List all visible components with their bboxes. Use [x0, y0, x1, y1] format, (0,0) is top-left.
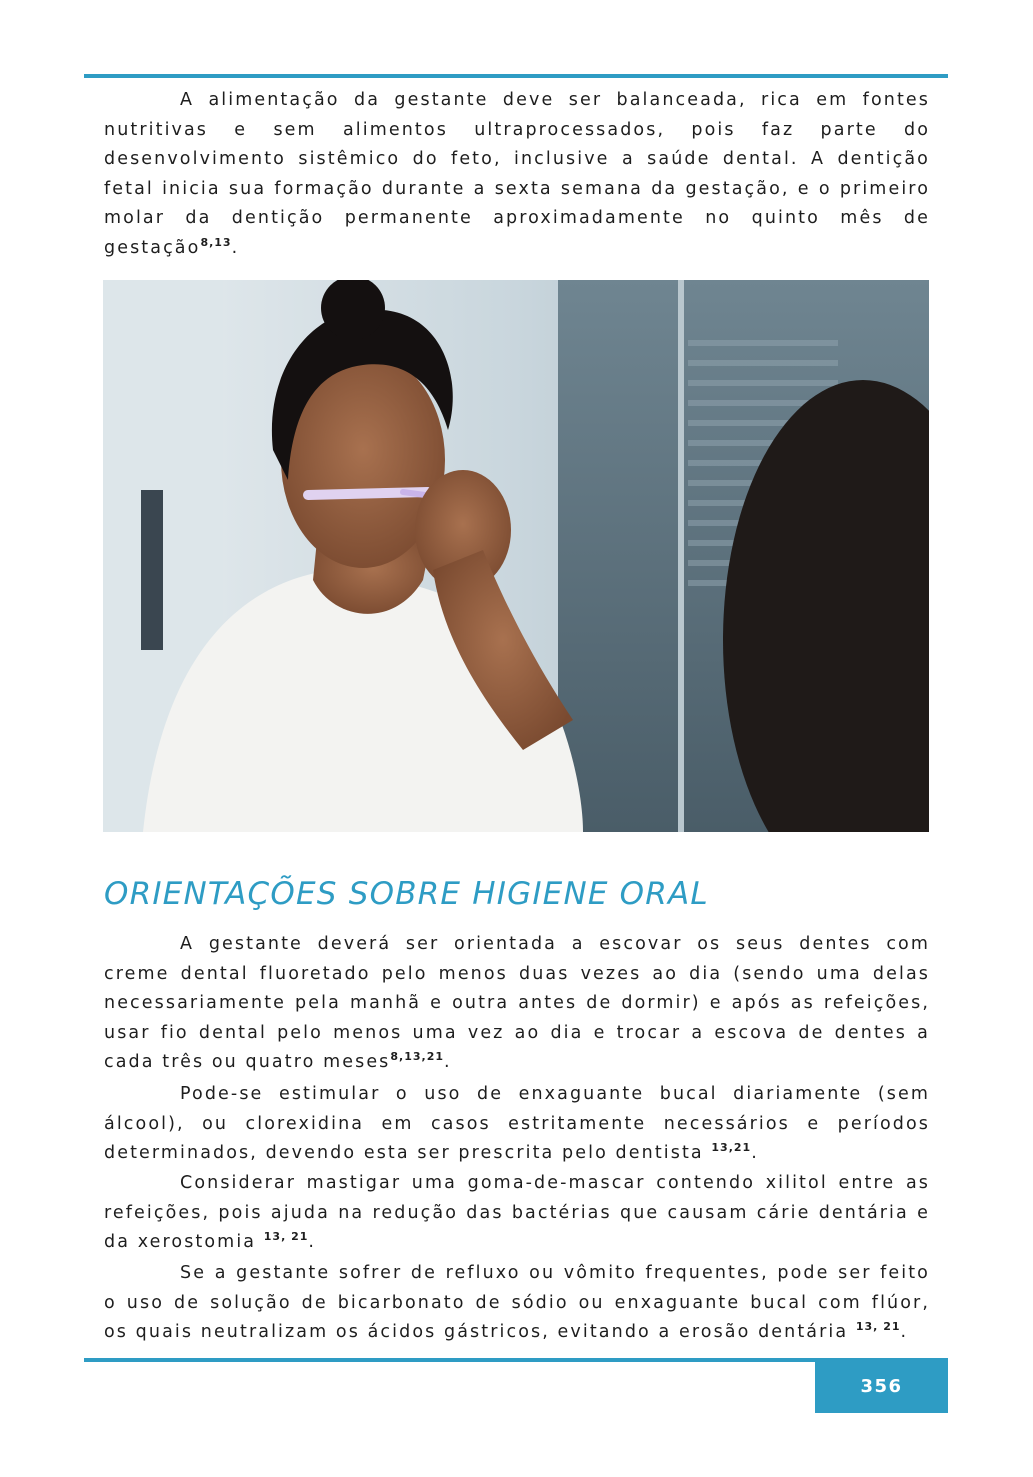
citation: 8,13: [200, 236, 232, 250]
citation: 13,21: [711, 1141, 752, 1155]
intro-paragraph: A alimentação da gestante deve ser balanceada, rica em fontes nutritivas e sem alimentos ultraprocessados, pois faz parte do desenvolvimento sistêmico do feto, inclusive a saúde dental. A dentição fetal inicia sua formação durante a sexta semana da gestação, e o primeiro molar da dentição permanente aproximadamente no quinto mês de gestação$^{8,13}$.: [104, 90, 930, 258]
body-paragraph: A gestante deverá ser orientada a escovar os seus dentes com creme dental fluoretado pelo menos duas vezes ao dia (sendo uma delas necessariamente pela manhã e outra antes de dormir) e após as refeições, usar fio dental pelo menos uma vez ao dia e trocar a escova de dentes a cada três ou quatro meses$^{8,13,21}$.: [104, 934, 930, 1073]
body-paragraph: Se a gestante sofrer de refluxo ou vômito frequentes, pode ser feito o uso de solução de bicarbonato de sódio ou enxaguante bucal com flúor, os quais neutralizam os ácidos gástricos, evitando a erosão dentária $^{13, 21}$.: [104, 1263, 930, 1343]
section-heading: ORIENTAÇÕES SOBRE HIGIENE ORAL: [104, 876, 709, 912]
body-paragraph: Pode-se estimular o uso de enxaguante bucal diariamente (sem álcool), ou clorexidina em casos estritamente necessários e períodos determinados, devendo esta ser prescrita pelo dentista $^{13,21}$.: [104, 1084, 930, 1164]
citation: 13, 21: [855, 1320, 901, 1334]
citation: 13, 21: [263, 1230, 309, 1244]
body-paragraph: Considerar mastigar uma goma-de-mascar contendo xilitol entre as refeições, pois ajuda na redução das bactérias que causam cárie dentária e da xerostomia $^{13, 21}$.: [104, 1173, 930, 1253]
top-rule: [84, 74, 948, 78]
woman-brushing-teeth-photo: [103, 280, 929, 832]
page-number: 356: [815, 1360, 948, 1413]
citation: 8,13,21: [390, 1050, 445, 1064]
